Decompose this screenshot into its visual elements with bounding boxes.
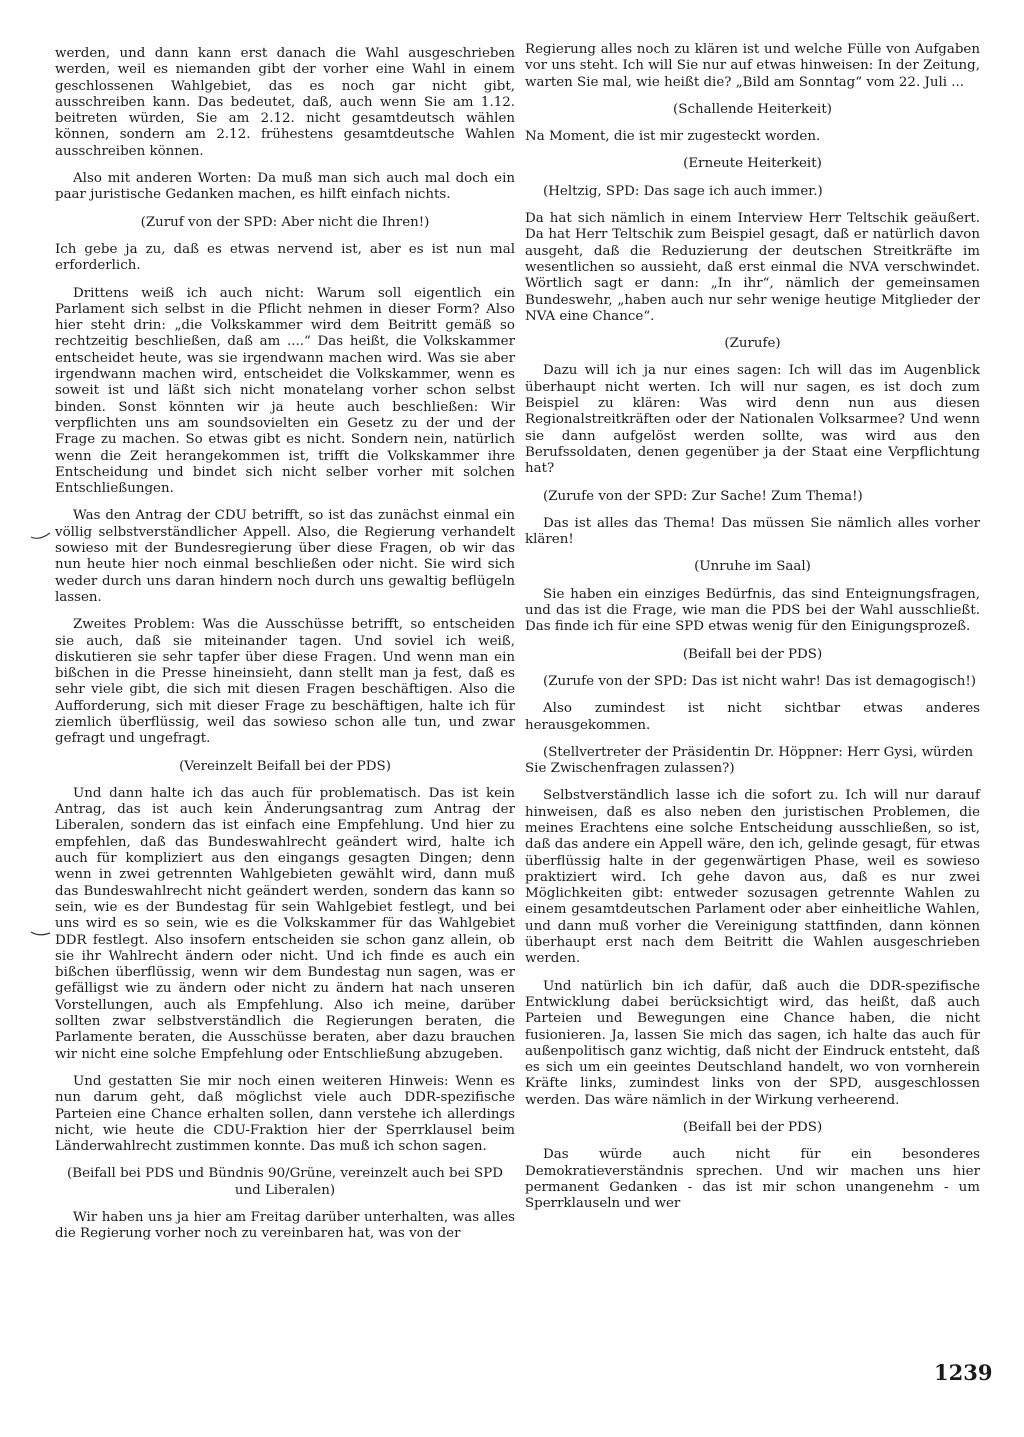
right-column <box>525 42 980 1224</box>
paragraph: Selbstverständlich lasse ich die sofort zu. Ich will nur darauf hinweisen, daß es also neben den juristischen Problemen, die meines Erachtens eine solche Entscheidung ausschließen, so ist, daß das andere ein Appell wäre, den ich, gelinde gesagt, für etwas überflüssig halte in der gegenwärtigen Phase, weil es sowieso praktiziert wird. Ich gehe davon aus, daß es nur zwei Möglichkeiten gibt: entweder sozusagen getrennte Wahlen zu einem gesamtdeutschen Parlament oder aber einheitliche Wahlen, und dann muß vorher die Vereinigung stattfinden, dann können überhaupt erst nach dem Beitritt die Wahlen ausgeschrieben werden. <box>525 788 980 967</box>
interjection: (Unruhe im Saal) <box>694 559 811 575</box>
interjection: (Erneute Heiterkeit) <box>683 156 822 172</box>
interjection: (Zurufe von der SPD: Zur Sache! Zum Thema!) <box>543 488 863 504</box>
interjection: (Zurufe von der SPD: Das ist nicht wahr! Das ist demagogisch!) <box>543 673 976 689</box>
paragraph: Da hat sich nämlich in einem Interview Herr Teltschik geäußert. Da hat Herr Teltschik zum Beispiel gesagt, daß er natürlich davon ausgeht, daß die Reduzierung der deutschen Streitkräfte im wesentlichen so aussieht, daß erst einmal die NVA verschwindet. Wörtlich sagt er dann: „In ihr“, nämlich der gemeinsamen Bundeswehr, „haben auch nur sehr wenige heutige Mitglieder der NVA eine Chance“. <box>525 211 980 324</box>
page-number: 1239 <box>934 1360 993 1385</box>
interjection: (Beifall bei PDS und Bündnis 90/Grüne, vereinzelt auch bei SPD und Liberalen) <box>67 1166 503 1198</box>
paragraph: werden, und dann kann erst danach die Wahl ausgeschrieben werden, weil es niemanden gibt der vorher eine Wahl in einem geschlossenen Wahlgebiet, das es noch gar nicht gibt, ausschreiben kann. Das bedeutet, daß, auch wenn Sie am 1.12. beitreten würden, Sie am 2.12. nicht gesamtdeutsch wählen können, sondern am 2.12. frühestens gesamtdeutsche Wahlen ausschreiben können. <box>55 46 515 159</box>
paragraph: Also zumindest ist nicht sichtbar etwas anderes herausgekommen. <box>525 701 980 733</box>
paragraph: Zweites Problem: Was die Ausschüsse betrifft, so entscheiden sie auch, daß sie miteinander tagen. Und soviel ich weiß, diskutieren sie sehr tapfer über diese Fragen. Und wenn man ein bißchen in die Presse hineinsieht, dann stellt man ja fest, daß es sehr viele gibt, die sich mit diesen Fragen beschäftigen. Also die Aufforderung, sich mit dieser Frage zu beschäftigen, halte ich für ziemlich überflüssig, weil das sowieso schon alle tun, und zwar gefragt und ungefragt. <box>55 617 515 747</box>
interjection: (Vereinzelt Beifall bei der PDS) <box>179 758 391 774</box>
interjection: (Heltzig, SPD: Das sage ich auch immer.) <box>543 183 823 199</box>
interjection: (Zuruf von der SPD: Aber nicht die Ihren!) <box>140 214 430 230</box>
paragraph: Und gestatten Sie mir noch einen weiteren Hinweis: Wenn es nun darum geht, daß möglichst viele auch DDR-spezifische Parteien eine Chance erhalten sollen, dann verstehe ich allerdings nicht, wie heute die CDU-Fraktion hier der Sperrklausel beim Länderwahlrecht zustimmen konnte. Das muß ich schon sagen. <box>55 1073 515 1155</box>
paragraph: Das würde auch nicht für ein besonderes Demokratieverständnis sprechen. Und wir machen uns hier permanent Gedanken - das ist mir schon unangenehm - um Sperrklauseln und wer <box>525 1147 980 1212</box>
interjection: (Stellvertreter der Präsidentin Dr. Höppner: Herr Gysi, würden Sie Zwischenfragen zulassen?) <box>525 744 974 777</box>
pen-mark <box>30 928 52 938</box>
paragraph: Also mit anderen Worten: Da muß man sich auch mal doch ein paar juristische Gedanken machen, es hilft einfach nichts. <box>55 171 515 203</box>
paragraph: Drittens weiß ich auch nicht: Warum soll eigentlich ein Parlament sich selbst in die Pflicht nehmen in dieser Form? Also hier steht drin: „die Volkskammer wird dem Beitritt gemäß so rechtzeitig beschließen, daß am ....“ Das heißt, die Volkskammer entscheidet heute, was sie irgendwann machen wird. Was sie aber irgendwann machen wird, entscheidet die Volkskammer, wenn es soweit ist und läßt sich nicht monatelang vorher schon selbst binden. Sonst könnten wir ja heute auch beschließen: Wir verpflichten uns am soundsovielten ein Gesetz zu der und der Frage zu machen. So etwas gibt es nicht. Sondern nein, natürlich wenn die Zeit herangekommen ist, trifft die Volkskammer ihre Entscheidung und bindet sich nicht selber vorher mit solchen Entschließungen. <box>55 285 515 497</box>
paragraph: Wir haben uns ja hier am Freitag darüber unterhalten, was alles die Regierung vorher noch zu vereinbaren hat, was von der <box>55 1210 515 1242</box>
paragraph: Na Moment, die ist mir zugesteckt worden. <box>525 129 821 145</box>
paragraph: Sie haben ein einziges Bedürfnis, das sind Enteignungsfragen, und das ist die Frage, wie man die PDS bei der Wahl ausschließt. Das finde ich für eine SPD etwas wenig für den Einigungsprozeß. <box>525 586 980 635</box>
paragraph: Und dann halte ich das auch für problematisch. Das ist kein Antrag, das ist auch kein Änderungsantrag zum Antrag der Liberalen, sondern das ist einfach eine Empfehlung. Und hier zu empfehlen, daß das Bundeswahlrecht geändert wird, halte ich auch für kompliziert aus den eingangs gesagten Dingen; denn wenn in zwei getrennten Wahlgebieten gewählt wird, dann muß das Bundeswahlrecht nicht geändert werden, sondern das kann so sein, wie es der Bundestag für sein Wahlgebiet festlegt, und bei uns wird es so sein, wie es die Volkskammer für das Wahlgebiet DDR festlegt. Also insofern entscheiden sie schon ganz allein, ob sie ihr Wahlrecht ändern oder nicht. Und ich finde es auch ein bißchen überflüssig, wenn wir dem Bundestag nun sagen, was er gefälligst wie zu ändern oder nicht zu ändern hat nach unseren Vorstellungen, auch als Empfehlung. Also ich meine, darüber sollten zwar selbstverständlich die Regierungen beraten, die Parlamente beraten, die Ausschüsse beraten, aber dazu brauchen wir nicht eine solche Empfehlung oder Entschließung abzugeben. <box>55 785 515 1062</box>
left-column <box>55 46 515 1254</box>
paragraph: Das ist alles das Thema! Das müssen Sie nämlich alles vorher klären! <box>525 515 980 548</box>
paragraph: Dazu will ich ja nur eines sagen: Ich will das im Augenblick überhaupt nicht werten. Ich will nur sagen, es ist doch zum Beispiel zu klären: Was wird denn nun aus diesen Regionalstreitkräften oder der Nationalen Volksarmee? Und wenn sie dann aufgelöst werden sollte, was wird aus den Berufssoldaten, denen gegenüber ja der Staat eine Verpflichtung hat? <box>525 363 980 477</box>
paragraph: Ich gebe ja zu, daß es etwas nervend ist, aber es ist nun mal erforderlich. <box>55 241 515 274</box>
paragraph: Und natürlich bin ich dafür, daß auch die DDR-spezifische Entwicklung dabei berücksichtigt wird, das heißt, daß auch Parteien und Bewegungen eine Chance haben, die nicht fusionieren. Ja, lassen Sie mich das sagen, ich halte das auch für außenpolitisch ganz wichtig, daß nicht der Eindruck entsteht, daß es sich um ein geeintes Deutschland handelt, wo von vornherein Kräfte links, zumindest links von der SPD, ausgeschlossen werden. Das wäre nämlich in der Wirkung verheerend. <box>525 978 980 1108</box>
pen-mark <box>30 531 52 541</box>
interjection: (Zurufe) <box>724 336 781 352</box>
interjection: (Schallende Heiterkeit) <box>673 101 832 117</box>
interjection: (Beifall bei der PDS) <box>682 646 823 662</box>
paragraph: Regierung alles noch zu klären ist und welche Fülle von Aufgaben vor uns steht. Ich will Sie nur auf etwas hinweisen: In der Zeitung, warten Sie mal, wie heißt die? „Bild am Sonntag“ vom 22. Juli ... <box>525 42 980 90</box>
interjection: (Beifall bei der PDS) <box>682 1120 823 1136</box>
paragraph: Was den Antrag der CDU betrifft, so ist das zunächst einmal ein völlig selbstverständlicher Appell. Also, die Regierung verhandelt sowieso mit der Bundesregierung über diese Fragen, ob wir das nun heute hier noch einmal beschließen oder nicht. Sie wird sich weder durch uns daran hindern noch durch uns gewaltig beflügeln lassen. <box>55 508 515 605</box>
